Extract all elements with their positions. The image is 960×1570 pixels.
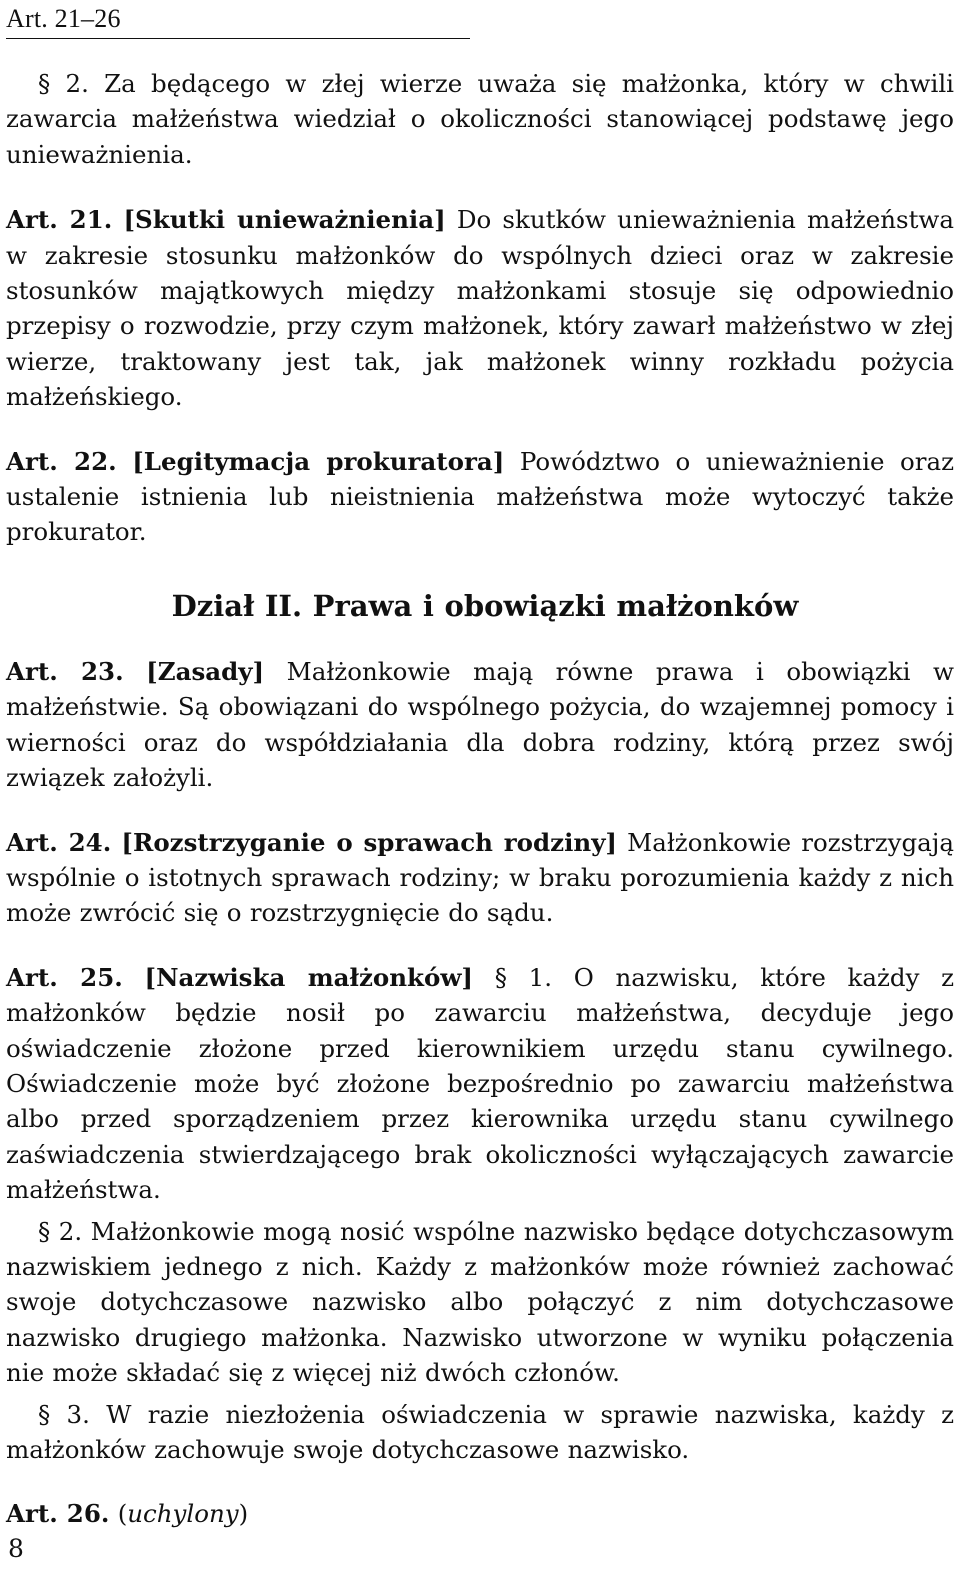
article-25-paragraph-3: § 3. W razie niezłożenia oświadczenia w sprawie nazwiska, każdy z małżonków zachowuje swoje dotychczasowe nazwisko.	[6, 1399, 954, 1464]
article-text: Małżonkowie mają równe prawa i obowiązki w małżeństwie. Są obowiązani do wspólnego pożycia, do wzajemnej pomocy i wierności oraz do współdziałania dla dobra rodziny, którą przez swój związek założyli.	[6, 656, 954, 793]
article-title: [Rozstrzyganie o sprawach rodziny]	[121, 827, 618, 857]
article-25-paragraph-2: § 2. Małżonkowie mogą nosić wspólne nazwisko będące dotychczasowym nazwiskiem jednego z nich. Każdy z małżonków może również zachować swoje dotychczasowe nazwisko albo połączyć z nim dotychczasowe nazwisko drugiego małżonka. Nazwisko utworzone w wyniku połączenia nie może składać się z więcej niż dwóch członów.	[6, 1216, 954, 1388]
close-paren: )	[238, 1499, 249, 1529]
article-title: [Nazwiska małżonków]	[144, 962, 474, 992]
article-24	[6, 825, 954, 931]
article-paragraph-1: § 1. O nazwisku, które każdy z małżonków będzie nosił po zawarciu małżeństwa, decyduje jego oświadczenie złożone przed kierownikiem urzędu stanu cywilnego. Oświadczenie może być złożone bezpośrednio po zawarciu małżeństwa albo przed sporządzeniem przez kierownika urzędu stanu cywilnego zaświadczenia stwierdzającego brak okoliczności wyłączających zawarcie małżeństwa.	[6, 962, 955, 1205]
chapter-heading: Dział II. Prawa i obowiązki małżonków	[171, 588, 799, 623]
article-number: Art. 24.	[6, 827, 112, 857]
page-number: 8	[8, 1534, 24, 1563]
article-number: Art. 23.	[6, 656, 124, 686]
article-title: [Skutki unieważnienia]	[123, 205, 446, 235]
article-status: uchylony	[127, 1499, 239, 1529]
header-rule	[6, 38, 470, 39]
article-21	[6, 202, 954, 414]
article-26	[6, 1496, 954, 1531]
article-23	[6, 654, 954, 796]
article-22	[6, 444, 954, 550]
article-number: Art. 26.	[6, 1499, 110, 1529]
article-number: Art. 25.	[6, 962, 123, 992]
open-paren: (	[117, 1499, 128, 1529]
article-text: Powództwo o unieważnienie oraz ustalenie istnienia lub nieistnienia małżeństwa może wytoczyć także prokurator.	[6, 446, 954, 547]
article-25	[6, 960, 954, 1208]
document-body	[6, 66, 954, 1532]
article-number: Art. 22.	[6, 446, 117, 476]
article-title: [Zasady]	[146, 656, 265, 686]
article-text: Małżonkowie rozstrzygają wspólnie o istotnych sprawach rodziny; w braku porozumienia każdy z nich może zwrócić się o rozstrzygnięcie do sądu.	[6, 827, 954, 928]
article-number: Art. 21.	[6, 205, 113, 235]
running-head: Art. 21–26	[6, 4, 121, 33]
art20-paragraph-2: § 2. Za będącego w złej wierze uważa się małżonka, który w chwili zawarcia małżeństwa wiedział o okoliczności stanowiącej podstawę jego unieważnienia.	[6, 69, 954, 169]
article-text: Do skutków unieważnienia małżeństwa w zakresie stosunku małżonków do wspólnych dzieci oraz w zakresie stosunków majątkowych między małżonkami stosuje się odpowiednio przepisy o rozwodzie, przy czym małżonek, który zawarł małżeństwo w złej wierze, traktowany jest tak, jak małżonek winny rozkładu pożycia małżeńskiego.	[6, 205, 954, 412]
article-title: [Legitymacja prokuratora]	[132, 446, 505, 476]
